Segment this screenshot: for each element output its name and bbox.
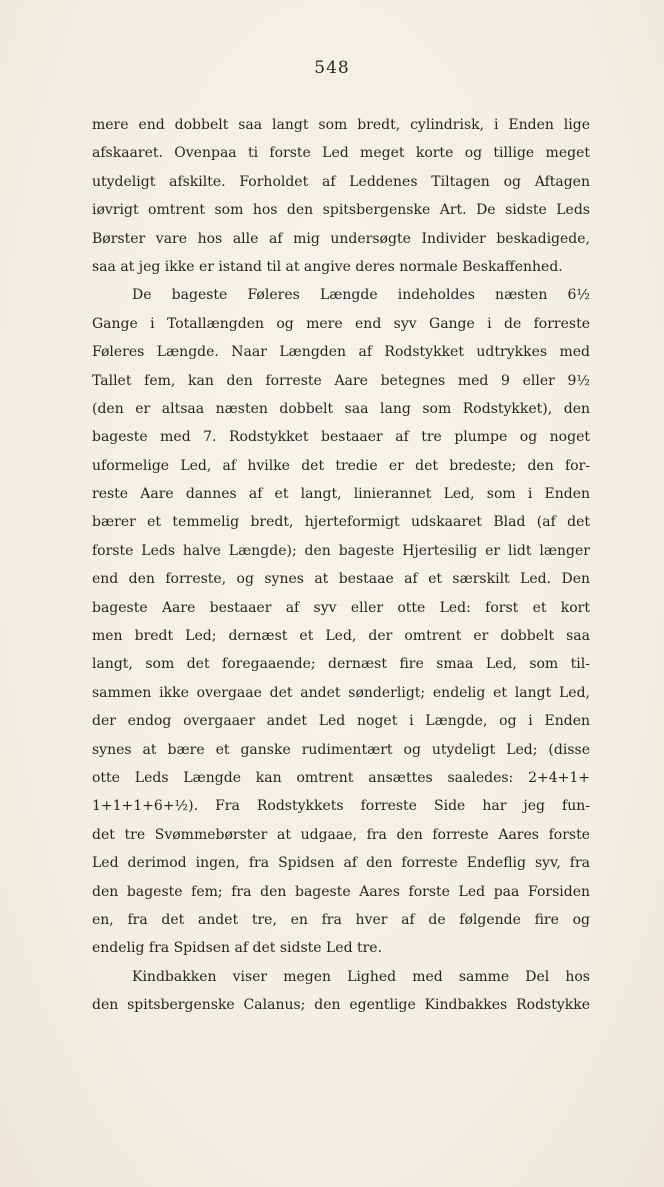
text-line: bageste med 7. Rodstykket bestaaer af tre plumpe og noget <box>92 429 590 446</box>
text-line: afskaaret. Ovenpaa ti forste Led meget korte og tillige meget <box>92 145 590 162</box>
text-line: den bageste fem; fra den bageste Aares forste Led paa Forsiden <box>92 883 590 900</box>
text-line: mere end dobbelt saa langt som bredt, cylindrisk, i Enden lige <box>92 117 590 133</box>
text-line: den spitsbergenske Calanus; den egentlige Kindbakkes Rodstykke <box>92 997 590 1014</box>
text-line: men bredt Led; dernæst et Led, der omtrent er dobbelt saa <box>92 628 590 645</box>
text-line: bageste Aare bestaaer af syv eller otte Led: forst et kort <box>92 599 590 616</box>
text-line: forste Leds halve Længde); den bageste Hjertesilig er lidt længer <box>92 542 590 559</box>
text-line: sammen ikke overgaae det andet sønderligt; endelig et langt Led, <box>92 684 590 701</box>
text-line: uformelige Led, af hvilke det tredie er det bredeste; den for- <box>92 457 590 474</box>
text-line: De bageste Føleres Længde indeholdes næsten 6½ <box>132 287 590 304</box>
text-line: reste Aare dannes af et langt, linierannet Led, som i Enden <box>92 486 590 503</box>
text-line: end den forreste, og synes at bestaae af et særskilt Led. Den <box>92 571 590 588</box>
text-line: Led derimod ingen, fra Spidsen af den forreste Endeflig syv, fra <box>92 855 590 872</box>
text-line: bærer et temmelig bredt, hjerteformigt udskaaret Blad (af det <box>92 514 590 531</box>
text-line: Gange i Totallængden og mere end syv Gange i de forreste <box>92 315 590 332</box>
text-line: Børster vare hos alle af mig undersøgte Individer beskadigede, <box>92 230 590 247</box>
text-line: iøvrigt omtrent som hos den spitsbergenske Art. De sidste Leds <box>92 202 590 219</box>
body-text <box>92 111 590 1020</box>
text-line: (den er altsaa næsten dobbelt saa lang som Rodstykket), den <box>92 400 590 417</box>
text-line: det tre Svømmebørster at udgaae, fra den forreste Aares forste <box>92 826 590 843</box>
text-line: Kindbakken viser megen Lighed med samme Del hos <box>132 968 590 985</box>
text-line: utydeligt afskilte. Forholdet af Leddenes Tiltagen og Aftagen <box>92 173 590 190</box>
text-line: langt, som det foregaaende; dernæst fire smaa Led, som til- <box>92 656 590 673</box>
text-line: saa at jeg ikke er istand til at angive deres normale Beskaffenhed. <box>92 258 563 275</box>
text-line: 1+1+1+6+½). Fra Rodstykkets forreste Side har jeg fun- <box>92 798 590 815</box>
text-line: synes at bære et ganske rudimentært og utydeligt Led; (disse <box>92 741 590 758</box>
text-line: otte Leds Længde kan omtrent ansættes saaledes: 2+4+1+ <box>92 769 590 786</box>
text-line: endelig fra Spidsen af det sidste Led tre. <box>92 940 383 957</box>
text-line: en, fra det andet tre, en fra hver af de følgende fire og <box>92 911 590 928</box>
text-line: Tallet fem, kan den forreste Aare betegnes med 9 eller 9½ <box>92 372 590 389</box>
page-number: 548 <box>314 58 350 78</box>
text-line: Føleres Længde. Naar Længden af Rodstykket udtrykkes med <box>92 344 590 361</box>
text-line: der endog overgaaer andet Led noget i Længde, og i Enden <box>92 713 590 730</box>
